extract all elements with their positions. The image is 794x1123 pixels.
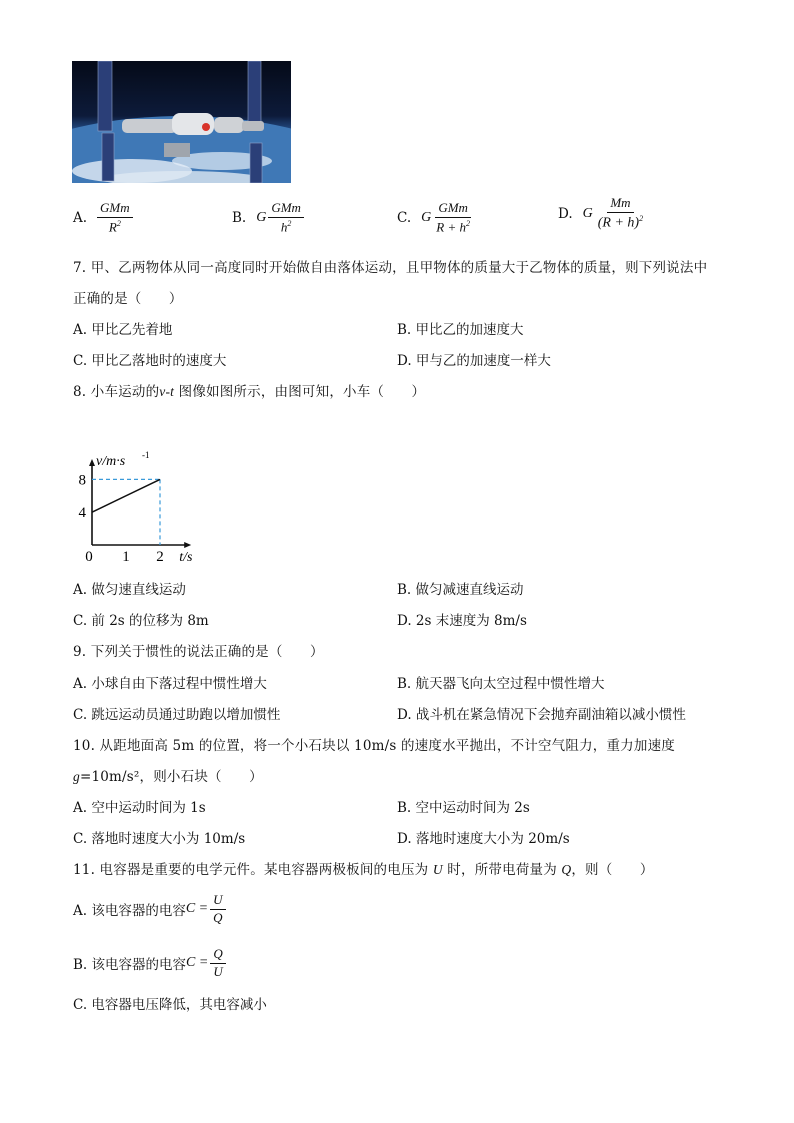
- q6-option-d[interactable]: [558, 196, 648, 231]
- exponent: 2: [465, 218, 470, 228]
- gravity-constant: G: [582, 205, 593, 221]
- exponent: 2: [639, 213, 644, 223]
- q9-option-a[interactable]: A. 小球自由下落过程中惯性增大: [73, 676, 267, 692]
- q8-option-c[interactable]: C. 前 2s 的位移为 8m: [73, 613, 209, 629]
- q7-option-c[interactable]: C. 甲比乙落地时的速度大: [73, 353, 227, 369]
- q6-option-c[interactable]: [397, 201, 475, 235]
- denominator: R + h: [436, 219, 466, 235]
- q8-stem-vt: v-t: [159, 384, 175, 399]
- option-label: A.: [73, 210, 88, 227]
- x-tick-label: 0: [85, 549, 93, 565]
- q7-option-d[interactable]: D. 甲与乙的加速度一样大: [397, 353, 551, 369]
- q8-stem: [73, 380, 425, 400]
- exponent: 2: [116, 218, 121, 228]
- y-tick-label: 8: [78, 472, 86, 489]
- x-axis-arrow: [184, 542, 191, 548]
- q10-option-c[interactable]: C. 落地时速度大小为 10m/s: [73, 831, 246, 847]
- y-axis-label: v/m·s: [96, 454, 126, 469]
- fraction: [210, 893, 225, 926]
- fraction: [97, 201, 133, 235]
- y-axis-arrow: [89, 459, 95, 466]
- denominator: (R + h): [597, 215, 640, 231]
- fraction: [210, 947, 225, 980]
- q7-option-b[interactable]: B. 甲比乙的加速度大: [397, 322, 524, 338]
- q9-option-b[interactable]: B. 航天器飞向太空过程中惯性增大: [397, 676, 605, 692]
- x-axis-label: t/s: [179, 550, 193, 565]
- numerator: U: [210, 893, 225, 910]
- option-label: D.: [558, 205, 573, 222]
- option-text: A. 该电容器的电容: [73, 903, 186, 920]
- fraction: [433, 201, 473, 235]
- q9-option-c[interactable]: C. 跳远运动员通过助跑以增加惯性: [73, 707, 281, 723]
- gravity-constant: G: [256, 210, 267, 226]
- q6-option-a[interactable]: [73, 201, 135, 235]
- q11-stem-part2: 时，所带电荷量为: [442, 862, 562, 878]
- x-tick-label: 2: [156, 549, 164, 565]
- q7-stem-line2: 正确的是（ ）: [73, 291, 183, 307]
- q10-stem-line2-rest: =10m/s²，则小石块（ ）: [79, 769, 263, 785]
- fraction: [268, 201, 304, 235]
- fraction: [595, 196, 646, 231]
- x-tick-label: 1: [122, 549, 130, 565]
- numerator: GMm: [435, 201, 471, 218]
- space-station-image: [72, 61, 291, 183]
- exponent: 2: [287, 218, 292, 228]
- q10-option-a[interactable]: A. 空中运动时间为 1s: [73, 800, 206, 816]
- q11-option-a[interactable]: [73, 893, 228, 926]
- numerator: Q: [210, 947, 225, 964]
- q8-option-a[interactable]: A. 做匀速直线运动: [73, 582, 186, 598]
- denominator: Q: [213, 909, 223, 925]
- q7-option-a[interactable]: A. 甲比乙先着地: [73, 322, 173, 338]
- option-label: C.: [397, 210, 412, 227]
- q10-stem-line1: 10. 从距地面高 5m 的位置，将一个小石块以 10m/s 的速度水平抛出，不计空气阻力，重力加速度: [73, 738, 675, 754]
- q7-stem-line1: 7. 甲、乙两物体从同一高度同时开始做自由落体运动，且甲物体的质量大于乙物体的质量，则下列说法中: [73, 260, 708, 276]
- y-axis-label-exponent: -1: [142, 450, 150, 460]
- vt-chart: [70, 405, 240, 565]
- q11-stem: [73, 858, 654, 878]
- q10-option-d[interactable]: D. 落地时速度大小为 20m/s: [397, 831, 570, 847]
- capacitance-lhs: C =: [186, 955, 209, 971]
- numerator: GMm: [97, 201, 133, 218]
- gravity-symbol: g: [73, 769, 80, 784]
- q11-option-c[interactable]: C. 电容器电压降低，其电容减小: [73, 997, 267, 1013]
- charge-symbol: Q: [561, 862, 572, 877]
- denominator: R: [108, 219, 117, 235]
- q8-option-d[interactable]: D. 2s 末速度为 8m/s: [397, 613, 527, 629]
- numerator: Mm: [607, 196, 633, 213]
- q10-option-b[interactable]: B. 空中运动时间为 2s: [397, 800, 530, 816]
- denominator: U: [213, 963, 223, 979]
- q11-stem-part1: 11. 电容器是重要的电学元件。某电容器两极板间的电压为: [73, 862, 433, 878]
- q11-stem-part3: ，则（ ）: [571, 862, 654, 878]
- q8-stem-prefix: 8. 小车运动的: [73, 384, 160, 400]
- option-label: B.: [232, 210, 247, 227]
- q9-option-d[interactable]: D. 战斗机在紧急情况下会抛弃副油箱以减小惯性: [397, 707, 686, 723]
- q9-stem: 9. 下列关于惯性的说法正确的是（ ）: [73, 644, 324, 660]
- y-tick-label: 4: [78, 505, 86, 522]
- numerator: GMm: [268, 201, 304, 218]
- q6-option-b[interactable]: [232, 201, 306, 235]
- q10-stem-line2: [73, 765, 263, 785]
- denominator: h: [280, 219, 288, 235]
- velocity-line: [92, 479, 160, 512]
- q8-option-b[interactable]: B. 做匀减速直线运动: [397, 582, 524, 598]
- q11-option-b[interactable]: [73, 947, 228, 980]
- option-text: B. 该电容器的电容: [73, 957, 187, 974]
- capacitance-lhs: C =: [185, 901, 209, 917]
- q8-stem-suffix: 图像如图所示，由图可知，小车（ ）: [174, 384, 426, 400]
- gravity-constant: G: [421, 210, 432, 226]
- voltage-symbol: U: [432, 862, 443, 877]
